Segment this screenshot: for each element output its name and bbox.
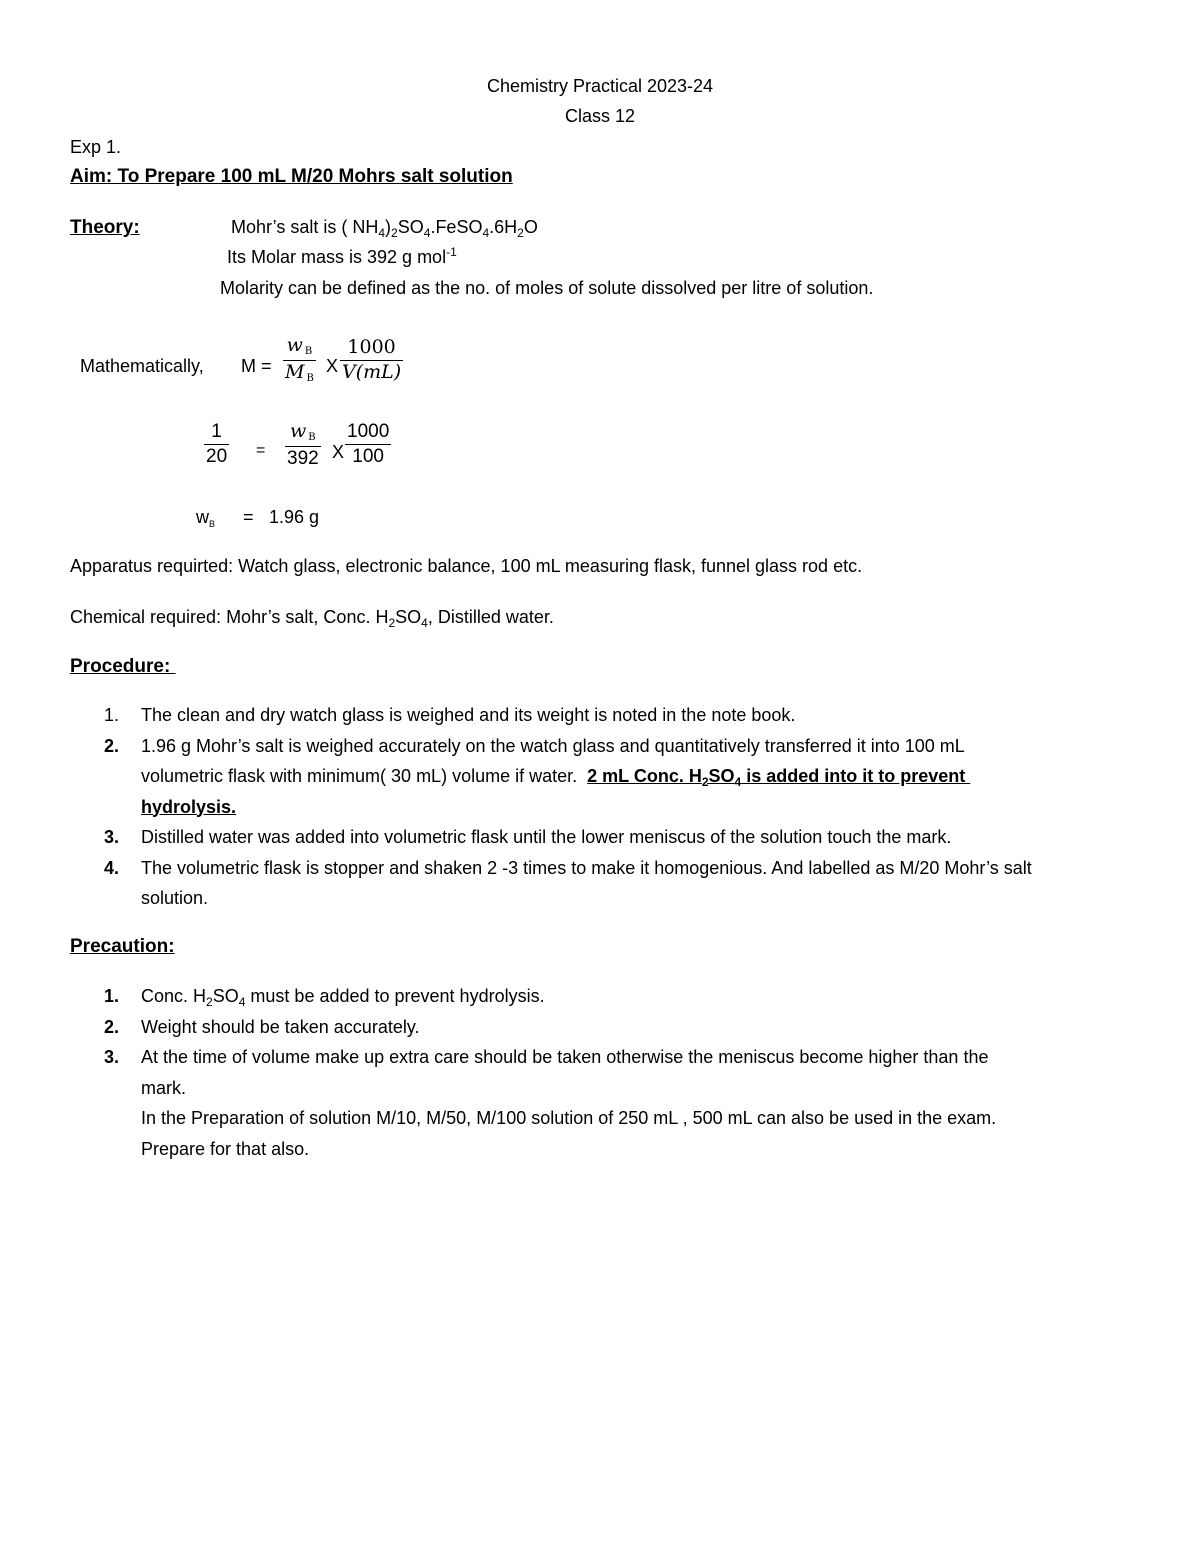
apparatus-line: Apparatus requirted: Watch glass, electronic balance, 100 mL measuring flask, funnel glass rod etc. xyxy=(70,556,863,576)
mathematically-label: Mathematically, xyxy=(80,356,204,376)
fraction-wb-mb: w B M B xyxy=(285,334,314,384)
result-value: 1.96 g xyxy=(269,507,320,527)
precaution-list xyxy=(104,981,1144,1164)
times-sign-1: X xyxy=(326,356,339,376)
times-sign-2: X xyxy=(332,442,345,462)
class-line: Class 12 xyxy=(564,106,636,126)
chemical-line: Chemical required: Mohr’s salt, Conc. $H_2SO_4$, Distilled water. xyxy=(70,607,554,630)
list-item: 4. The volumetric flask is stopper and shaken 2 -3 times to make it homogenious. And labelled as M/20 Mohr’s salt solution. xyxy=(104,857,1032,908)
procedure-heading: Procedure: xyxy=(70,656,176,677)
procedure-list xyxy=(104,700,1144,914)
list-item: 1. The clean and dry watch glass is weighed and its weight is noted in the note book. xyxy=(104,705,796,725)
document-title: Chemistry Practical 2023-24 xyxy=(486,76,714,96)
equals-sign-2: = xyxy=(243,507,254,527)
fraction-1-20: 1 20 xyxy=(206,421,228,467)
list-item: 3. At the time of volume make up extra care should be taken otherwise the meniscus become higher than the mark. In the Preparation of solution M/10, M/50, M/100 solution of 250 mL , 500 mL can also be used in the exam. Prepare for that also. xyxy=(104,1047,997,1159)
equals-sign-1: = xyxy=(256,442,266,459)
list-item: 1. Conc. $H_2SO_4$ must be added to prevent hydrolysis. xyxy=(104,986,545,1009)
list-item: 2. Weight should be taken accurately. xyxy=(104,1016,420,1037)
result-line: $w_B$ xyxy=(196,507,216,529)
experiment-label: Exp 1. xyxy=(70,137,122,157)
fraction-wb-392: w B 392 xyxy=(287,420,319,469)
precaution-heading: Precaution: xyxy=(70,936,175,957)
list-item: 2. 1.96 g Mohr’s salt is weighed accurately on the watch glass and quantitatively transferred it into 100 mL volumetric flask with minimum( 30 mL) volume if water. 2 mL Conc. $H_2SO_4$ is added into it to prevent hydrolysis. xyxy=(104,735,971,817)
fraction-1000-volume: 1000 V(mL) xyxy=(342,336,402,383)
aim-heading: Aim: To Prepare 100 mL M/20 Mohrs salt solution xyxy=(70,166,513,187)
list-item: 3. Distilled water was added into volumetric flask until the lower meniscus of the solution touch the mark. xyxy=(104,827,952,847)
m-equals: M = xyxy=(241,356,272,376)
molar-mass-line: Its Molar mass is 392 g mol$^{-1}$ xyxy=(227,245,457,267)
fraction-1000-100: 1000 100 xyxy=(347,421,390,467)
molarity-definition: Molarity can be defined as the no. of moles of solute dissolved per litre of solution. xyxy=(220,278,874,298)
theory-heading: Theory: xyxy=(70,217,140,238)
mohrs-salt-formula: Mohr’s salt is ( $NH_4)_2SO_4.FeSO_4.6H_2O$ xyxy=(231,217,538,240)
